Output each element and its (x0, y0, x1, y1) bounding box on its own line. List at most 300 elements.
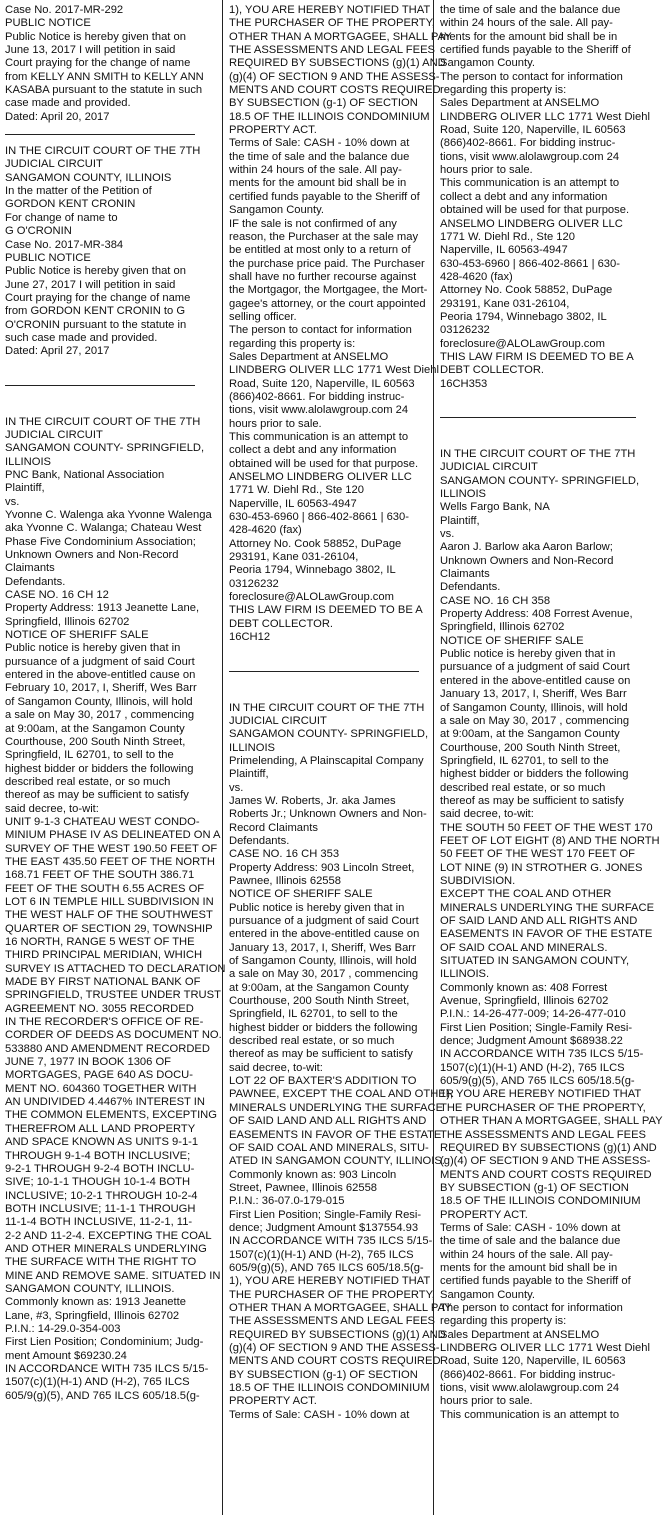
notice-line: IN THE CIRCUIT COURT OF THE 7TH (5, 145, 201, 158)
notice-line: 16 NORTH, RANGE 5 WEST OF THE (5, 936, 195, 948)
notice-line: Property Address: 408 Forrest Avenue, (440, 608, 633, 621)
notice-line: 11-1-4 BOTH INCLUSIVE, 11-2-1, 11- (5, 1216, 193, 1229)
notice-sheriff-sale-16ch358 (440, 447, 663, 1422)
notice-line: 428-4620 (fax) (229, 524, 302, 537)
notice-line: MENT NO. 604360 TOGETHER WITH (5, 1082, 197, 1095)
notice-line: LOT NINE (9) IN STROTHER G. JONES (440, 861, 643, 874)
notice-line: LINDBERG OLIVER LLC 1771 West Diehl (229, 364, 439, 377)
notice-line: hours prior to sale. (440, 164, 533, 177)
notice-line: the time of sale and the balance due (229, 150, 410, 163)
notice-line: G O'CRONIN (5, 225, 72, 238)
notice-line: 605/9(g)(5), AND 765 ILCS 605/18.5(g- (5, 1389, 200, 1402)
notice-line: OF SAID LAND AND ALL RIGHTS AND (440, 915, 638, 927)
notice-line: 293191, Kane 031-26104, (229, 551, 359, 564)
notice-line: FEET OF LOT EIGHT (8) AND THE NORTH (440, 834, 660, 847)
notice-line: Claimants (440, 568, 490, 581)
notice-line: case made and provided. (5, 97, 131, 110)
notice-line: regarding this property is: (440, 1315, 567, 1328)
notice-divider (5, 134, 195, 135)
notice-line: Sales Department at ANSELMO (440, 1328, 600, 1341)
notice-line: ILLINOIS. (440, 968, 490, 981)
notice-line: foreclosure@ALOLawGroup.com (229, 591, 394, 604)
notice-line: ILLINOIS (440, 488, 487, 500)
notice-line: THROUGH 9-1-4 BOTH INCLUSIVE; (5, 1149, 191, 1162)
notice-line: Public notice is hereby given that in (229, 901, 405, 914)
notice-line: Case No. 2017-MR-384 (5, 238, 124, 251)
notice-line: THE ASSESSMENTS AND LEGAL FEES (229, 44, 435, 57)
notice-line: 16CH353 (440, 377, 488, 390)
notice-line: a sale on May 30, 2017 , commencing (229, 968, 419, 981)
notice-line: THE SURFACE WITH THE RIGHT TO (5, 1256, 197, 1269)
notice-line: ANSELMO LINDBERG OLIVER LLC (229, 471, 412, 484)
notice-line: gagee's attorney, or the court appointed (229, 297, 426, 310)
notice-line: MINE AND REMOVE SAME. SITUATED IN (5, 1269, 221, 1282)
notice-line: First Lien Position; Single-Family Resi- (229, 1208, 422, 1221)
notice-line: June 27, 2017 I will petition in said (5, 278, 176, 291)
notice-line: Defendants. (5, 575, 66, 588)
notice-line: Defendants. (440, 581, 501, 594)
notice-line: SANGAMON COUNTY, ILLINOIS (5, 171, 172, 184)
notice-line: Aaron J. Barlow aka Aaron Barlow; (440, 541, 613, 554)
notice-name-change-cronin (5, 145, 206, 359)
notice-line: dence; Judgment Amount $68938.22 (440, 1035, 623, 1048)
notice-line: IN ACCORDANCE WITH 735 ILCS 5/15- (229, 1235, 433, 1248)
notice-line: IN ACCORDANCE WITH 735 ILCS 5/15- (440, 1048, 644, 1061)
notice-line: (866)402-8661. For bidding instruc- (440, 137, 616, 150)
notice-line: the purchase price paid. The Purchaser (229, 257, 425, 270)
notice-line: PROPERTY ACT. (229, 1395, 317, 1408)
notice-line: MINIUM PHASE IV AS DELINEATED ON A (5, 829, 221, 842)
notice-line: Peoria 1794, Winnebago 3802, IL (229, 564, 396, 577)
notice-line: THE PURCHASER OF THE PROPERTY, (229, 1288, 435, 1301)
notice-line: Attorney No. Cook 58852, DuPage (440, 284, 613, 297)
notice-line: Springfield, Illinois 62702 (5, 615, 130, 628)
notice-line: OTHER THAN A MORTGAGEE, SHALL PAY (440, 1115, 663, 1128)
notice-line: Case No. 2017-MR-292 (5, 4, 124, 16)
notice-line: P.I.N.: 14-29.0-354-003 (5, 1322, 121, 1335)
notice-line: Court praying for the change of name (5, 291, 191, 304)
notice-line: 1507(c)(1)(H-1) AND (H-2), 765 ILCS (440, 1061, 625, 1074)
notice-line: Claimants (5, 562, 55, 575)
notice-line: The person to contact for information (229, 324, 412, 337)
notice-line: UNIT 9-1-3 CHATEAU WEST CONDO- (5, 815, 200, 828)
notice-line: dence; Judgment Amount $137554.93 (229, 1221, 419, 1234)
notice-line: vs. (5, 495, 20, 508)
notice-line: THE COMMON ELEMENTS, EXCEPTING (5, 1109, 217, 1122)
notice-line: LINDBERG OLIVER LLC 1771 West Diehl (440, 110, 650, 123)
notice-line: Wells Fargo Bank, NA (440, 501, 550, 514)
notice-divider (440, 417, 636, 418)
notice-line: AND OTHER MINERALS UNDERLYING (5, 1242, 207, 1255)
notice-line: O'CRONIN pursuant to the statute in (5, 318, 187, 331)
notice-line: ILLINOIS (229, 741, 276, 754)
notice-line: MADE BY FIRST NATIONAL BANK OF (5, 976, 201, 989)
notice-line: Avenue, Springfield, Illinois 62702 (440, 995, 609, 1008)
notice-line: THE PURCHASER OF THE PROPERTY, (440, 1101, 646, 1114)
notice-line: THE WEST HALF OF THE SOUTHWEST (5, 909, 213, 922)
notice-line: the Mortgagor, the Mortgagee, the Mort- (229, 284, 428, 297)
notice-line: vs. (229, 781, 244, 794)
notice-line: Road, Suite 120, Naperville, IL 60563 (440, 1355, 626, 1368)
notice-line: collect a debt and any information (229, 444, 397, 457)
notice-line: 50 FEET OF THE WEST 170 FEET OF (440, 848, 636, 861)
notice-line: (g)(4) OF SECTION 9 AND THE ASSESS- (440, 1155, 651, 1168)
notice-line: THE SOUTH 50 FEET OF THE WEST 170 (440, 821, 653, 834)
notice-line: CASE NO. 16 CH 12 (5, 589, 109, 602)
column-3 (433, 0, 663, 1515)
notice-line: Sangamon County. (440, 57, 535, 70)
notice-line: IN THE CIRCUIT COURT OF THE 7TH (229, 701, 425, 714)
notice-line: 03126232 (440, 324, 490, 337)
notice-line: PNC Bank, National Association (5, 468, 165, 481)
notice-line: Courthouse, 200 South Ninth Street, (229, 995, 410, 1008)
notice-line: KASABA pursuant to the statute in such (5, 84, 203, 97)
notice-line: INCLUSIVE; 10-2-1 THROUGH 10-2-4 (5, 1189, 198, 1202)
notice-line: BY SUBSECTION (g-1) OF SECTION (229, 1368, 418, 1381)
notice-line: thereof as may be sufficient to satisfy (440, 794, 624, 807)
notice-line: certified funds payable to the Sheriff of (440, 1275, 631, 1288)
notice-line: Property Address: 903 Lincoln Street, (229, 861, 415, 874)
notice-line: Road, Suite 120, Naperville, IL 60563 (440, 124, 626, 137)
notice-line: described real estate, or so much (5, 775, 171, 788)
notice-line: P.I.N.: 36-07.0-179-015 (229, 1195, 345, 1208)
notice-divider (229, 671, 419, 672)
notice-line: 18.5 OF THE ILLINOIS CONDOMINIUM (440, 1195, 641, 1208)
notice-line: 428-4620 (fax) (440, 270, 513, 283)
notice-line: Roberts Jr.; Unknown Owners and Non- (229, 808, 427, 821)
notice-line: 533880 AND AMENDMENT RECORDED (5, 1042, 210, 1055)
notice-line: 630-453-6960 | 866-402-8661 | 630- (440, 257, 620, 270)
notice-line: thereof as may be sufficient to satisfy (5, 789, 189, 802)
notice-line: Sangamon County. (440, 1288, 535, 1301)
notice-line: January 13, 2017, I, Sheriff, Wes Barr (440, 688, 627, 701)
notice-line: Unknown Owners and Non-Record (440, 554, 614, 567)
notice-line: THIS LAW FIRM IS DEEMED TO BE A (440, 350, 634, 363)
notice-line: NOTICE OF SHERIFF SALE (5, 629, 149, 642)
notice-line: Phase Five Condominium Association; (5, 535, 196, 548)
notice-line: Commonly known as: 408 Forrest (440, 981, 608, 994)
notice-line: IN THE CIRCUIT COURT OF THE 7TH (440, 447, 636, 460)
notice-line: BY SUBSECTION (g-1) OF SECTION (229, 97, 418, 110)
notice-line: at 9:00am, at the Sangamon County (440, 728, 620, 741)
notice-line: tions, visit www.alolawgroup.com 24 (440, 150, 620, 163)
notice-line: 2-2 AND 11-2-4. EXCEPTING THE COAL (5, 1229, 212, 1242)
notice-line: Naperville, IL 60563-4947 (440, 244, 568, 257)
notice-line: DEBT COLLECTOR. (440, 364, 545, 377)
notice-sheriff-sale-16ch12 (5, 415, 226, 1403)
notice-line: P.I.N.: 14-26-477-009; 14-26-477-010 (440, 1008, 626, 1021)
notice-line: EASEMENTS IN FAVOR OF THE ESTATE (440, 928, 653, 941)
notice-line: For change of name to (5, 211, 118, 224)
notice-line: NOTICE OF SHERIFF SALE (440, 634, 584, 647)
notice-line: PUBLIC NOTICE (5, 251, 91, 264)
notice-line: IF the sale is not confirmed of any (229, 217, 397, 230)
notice-line: SUBDIVISION. (440, 874, 516, 887)
notice-line: MENTS AND COURT COSTS REQUIRED (440, 1168, 652, 1181)
notice-line: be entitled at most only to a return of (229, 244, 411, 257)
notice-line: 605/9(g)(5), AND 765 ILCS 605/18.5(g- (440, 1075, 635, 1088)
notice-line: SANGAMON COUNTY- SPRINGFIELD, (440, 474, 640, 487)
notice-line: vs. (440, 528, 455, 541)
notice-line: First Lien Position; Condominium; Judg- (5, 1336, 204, 1349)
notice-line: Record Claimants (229, 821, 318, 834)
notice-line: MORTGAGES, PAGE 640 AS DOCU- (5, 1069, 193, 1082)
notice-line: obtained will be used for that purpose. (440, 204, 630, 217)
notice-line: 1), YOU ARE HEREBY NOTIFIED THAT (229, 4, 431, 16)
notice-line: SIVE; 10-1-1 THOUGH 10-1-4 BOTH (5, 1176, 191, 1189)
notice-line: ATED IN SANGAMON COUNTY, ILLINOIS. (229, 1155, 445, 1168)
notice-line: JUDICIAL CIRCUIT (229, 714, 327, 727)
notice-line: June 13, 2017 I will petition in said (5, 44, 176, 57)
notice-line: AN UNDIVIDED 4.4467% INTEREST IN (5, 1096, 205, 1109)
notice-line: This communication is an attempt to (440, 1408, 620, 1421)
notice-line: of Sangamon County, Illinois, will hold (440, 701, 628, 714)
notice-line: 293191, Kane 031-26104, (440, 297, 570, 310)
notice-line: Naperville, IL 60563-4947 (229, 497, 357, 510)
notice-line: hours prior to sale. (229, 417, 322, 430)
notice-line: ANSELMO LINDBERG OLIVER LLC (440, 217, 623, 230)
notice-line: NOTICE OF SHERIFF SALE (229, 888, 373, 901)
notice-line: Plaintiff, (5, 482, 45, 495)
notice-line: SANGAMON COUNTY- SPRINGFIELD, (229, 728, 429, 741)
notice-line: hours prior to sale. (440, 1395, 533, 1408)
notice-line: regarding this property is: (229, 337, 356, 350)
notice-line: Dated: April 27, 2017 (5, 345, 110, 358)
notice-line: (g)(4) OF SECTION 9 AND THE ASSESS- (229, 1342, 440, 1354)
notice-line: THIRD PRINCIPAL MERIDIAN, WHICH (5, 949, 203, 962)
notice-line: The person to contact for information (440, 1301, 623, 1314)
notice-line: PUBLIC NOTICE (5, 17, 91, 30)
notice-line: Public Notice is hereby given that on (5, 265, 186, 278)
notice-line: entered in the above-entitled cause on (440, 674, 631, 687)
notice-line: OF SAID COAL AND MINERALS, SITU- (229, 1141, 429, 1154)
notice-line: entered in the above-entitled cause on (229, 928, 420, 941)
column-2 (222, 0, 454, 1515)
notice-line: LINDBERG OLIVER LLC 1771 West Diehl (440, 1342, 650, 1354)
notice-line: REQUIRED BY SUBSECTIONS (g)(1) AND (229, 57, 446, 70)
notice-line: reason, the Purchaser at the sale may (229, 230, 419, 243)
notice-line: 1507(c)(1)(H-1) AND (H-2), 765 ILCS (229, 1248, 414, 1261)
notice-line: First Lien Position; Single-Family Resi- (440, 1021, 633, 1034)
notice-line: February 10, 2017, I, Sheriff, Wes Barr (5, 682, 197, 695)
notice-line: OF SAID LAND AND ALL RIGHTS AND (229, 1115, 427, 1128)
notice-line: ments for the amount bid shall be in (440, 1261, 618, 1274)
notice-line: LOT 6 IN TEMPLE HILL SUBDIVISION IN (5, 895, 214, 908)
notice-line: 168.71 FEET OF THE SOUTH 386.71 (5, 869, 195, 882)
notice-line: foreclosure@ALOLawGroup.com (440, 337, 605, 350)
notice-line: (g)(4) OF SECTION 9 AND THE ASSESS- (229, 70, 440, 83)
notice-line: regarding this property is: (440, 84, 567, 97)
notice-line: Springfield, IL 62701, to sell to the (440, 754, 609, 767)
notice-line: SANGAMON COUNTY- SPRINGFIELD, (5, 442, 205, 455)
notice-line: Pawnee, Illinois 62558 (229, 874, 341, 887)
notice-line: ILLINOIS (5, 455, 52, 468)
notice-line: Terms of Sale: CASH - 10% down at (440, 1221, 621, 1234)
notice-line: Yvonne C. Walenga aka Yvonne Walenga (5, 509, 212, 521)
notice-line: DEBT COLLECTOR. (229, 617, 334, 630)
notice-line: of Sangamon County, Illinois, will hold (229, 955, 417, 968)
notice-line: described real estate, or so much (229, 1035, 395, 1048)
notice-line: FEET OF THE SOUTH 6.55 ACRES OF (5, 882, 205, 895)
notice-sheriff-sale-16ch353 (229, 701, 454, 1423)
notice-line: said decree, to-wit: (440, 808, 534, 821)
notice-line: Attorney No. Cook 58852, DuPage (229, 537, 402, 550)
notice-line: thereof as may be sufficient to satisfy (229, 1048, 413, 1061)
notice-line: SITUATED IN SANGAMON COUNTY, (440, 955, 630, 968)
notice-line: the time of sale and the balance due (440, 1235, 621, 1248)
notice-line: JUDICIAL CIRCUIT (440, 461, 538, 474)
notice-line: highest bidder or bidders the following (440, 768, 629, 781)
notice-line: 630-453-6960 | 866-402-8661 | 630- (229, 511, 409, 524)
notice-line: AGREEMENT NO. 3055 RECORDED (5, 1002, 194, 1015)
notice-line: 1507(c)(1)(H-1) AND (H-2), 765 ILCS (5, 1376, 190, 1389)
notice-line: entered in the above-entitled cause on (5, 669, 196, 682)
notice-line: THE ASSESSMENTS AND LEGAL FEES (440, 1128, 646, 1141)
notice-line: described real estate, or so much (440, 781, 606, 794)
notice-line: MENTS AND COURT COSTS REQUIRED (229, 1355, 441, 1368)
notice-line: ment Amount $69230.24 (5, 1349, 127, 1362)
notice-line: THE ASSESSMENTS AND LEGAL FEES (229, 1315, 435, 1328)
notice-line: THE EAST 435.50 FEET OF THE NORTH (5, 855, 215, 868)
notice-sheriff-sale-16ch353-continued (440, 4, 650, 391)
notice-line: James W. Roberts, Jr. aka James (229, 794, 396, 807)
notice-line: Peoria 1794, Winnebago 3802, IL (440, 310, 607, 323)
notice-line: Property Address: 1913 Jeanette Lane, (5, 602, 200, 615)
notice-line: PAWNEE, EXCEPT THE COAL AND OTHER (229, 1088, 454, 1101)
notice-line: 18.5 OF THE ILLINOIS CONDOMINIUM (229, 110, 430, 123)
notice-line: said decree, to-wit: (229, 1061, 323, 1074)
notice-line: tions, visit www.alolawgroup.com 24 (229, 404, 409, 417)
notice-line: Road, Suite 120, Naperville, IL 60563 (229, 377, 415, 390)
notice-line: EASEMENTS IN FAVOR OF THE ESTATE (229, 1128, 442, 1141)
notice-line: IN ACCORDANCE WITH 735 ILCS 5/15- (5, 1363, 209, 1375)
notice-line: Lane, #3, Springfield, Illinois 62702 (5, 1309, 180, 1322)
notice-line: REQUIRED BY SUBSECTIONS (g)(1) AND (229, 1328, 446, 1341)
notice-line: PROPERTY ACT. (229, 124, 317, 137)
notice-line: Springfield, IL 62701, to sell to the (229, 1008, 398, 1021)
notice-line: SANGAMON COUNTY, ILLINOIS. (5, 1282, 175, 1295)
notice-line: THIS LAW FIRM IS DEEMED TO BE A (229, 604, 423, 617)
notice-line: SPRINGFIELD, TRUSTEE UNDER TRUST (5, 989, 221, 1002)
notice-line: within 24 hours of the sale. All pay- (440, 17, 613, 30)
notice-line: Sales Department at ANSELMO (229, 350, 389, 363)
notice-line: ments for the amount bid shall be in (440, 30, 618, 43)
notice-line: (866)402-8661. For bidding instruc- (440, 1368, 616, 1381)
notice-line: OTHER THAN A MORTGAGEE, SHALL PAY (229, 1301, 452, 1314)
notice-line: certified funds payable to the Sheriff of (440, 44, 631, 57)
notice-line: PROPERTY ACT. (440, 1208, 528, 1221)
notice-line: SURVEY OF THE WEST 190.50 FEET OF (5, 842, 218, 855)
notice-line: THEREFROM ALL LAND PROPERTY (5, 1122, 196, 1135)
notice-line: said decree, to-wit: (5, 802, 99, 815)
notice-line: QUARTER OF SECTION 29, TOWNSHIP (5, 922, 213, 935)
notice-name-change-smith (5, 4, 206, 124)
notice-line: from KELLY ANN SMITH to KELLY ANN (5, 70, 204, 83)
notice-line: OF SAID COAL AND MINERALS. (440, 941, 608, 954)
notice-line: BY SUBSECTION (g-1) OF SECTION (440, 1181, 629, 1194)
notice-line: Sangamon County. (229, 204, 324, 217)
notice-line: Plaintiff, (440, 514, 480, 527)
notice-line: at 9:00am, at the Sangamon County (5, 722, 185, 735)
notice-line: Primelending, A Plainscapital Company (229, 754, 424, 767)
notice-line: In the matter of the Petition of (5, 185, 152, 198)
notice-line: 1), YOU ARE HEREBY NOTIFIED THAT (229, 1275, 431, 1288)
notice-line: The person to contact for information (440, 70, 623, 83)
notice-line: 18.5 OF THE ILLINOIS CONDOMINIUM (229, 1382, 430, 1395)
notice-line: OTHER THAN A MORTGAGEE, SHALL PAY (229, 30, 452, 43)
notice-line: 1), YOU ARE HEREBY NOTIFIED THAT (440, 1088, 642, 1101)
notice-line: Commonly known as: 1913 Jeanette (5, 1296, 186, 1309)
notice-line: (866)402-8661. For bidding instruc- (229, 390, 405, 403)
notice-line: Springfield, IL 62701, to sell to the (5, 749, 174, 762)
notice-line: within 24 hours of the sale. All pay- (440, 1248, 613, 1261)
notice-line: JUDICIAL CIRCUIT (5, 158, 103, 171)
notice-line: January 13, 2017, I, Sheriff, Wes Barr (229, 941, 416, 954)
notice-line: shall have no further recourse against (229, 270, 417, 283)
notice-line: pursuance of a judgment of said Court (440, 661, 630, 674)
notice-divider (5, 385, 195, 386)
notice-line: a sale on May 30, 2017 , commencing (440, 714, 630, 727)
notice-line: SURVEY IS ATTACHED TO DECLARATION (5, 962, 226, 975)
notice-line: 605/9(g)(5), AND 765 ILCS 605/18.5(g- (229, 1261, 424, 1274)
notice-line: highest bidder or bidders the following (229, 1021, 418, 1034)
notice-line: 1771 W. Diehl Rd., Ste 120 (229, 484, 364, 497)
notice-line: pursuance of a judgment of said Court (5, 655, 195, 668)
notice-line: Sales Department at ANSELMO (440, 97, 600, 110)
notice-line: 16CH12 (229, 631, 271, 644)
notice-line: Springfield, Illinois 62702 (440, 621, 565, 634)
notice-line: Court praying for the change of name (5, 57, 191, 70)
notice-line: Street, Pawnee, Illinois 62558 (229, 1181, 378, 1194)
notice-line: CASE NO. 16 CH 353 (229, 848, 340, 861)
notice-line: such case made and provided. (5, 331, 158, 344)
notice-line: AND SPACE KNOWN AS UNITS 9-1-1 (5, 1136, 199, 1149)
notice-line: JUNE 7, 1977 IN BOOK 1306 OF (5, 1056, 172, 1069)
notice-line: MINERALS UNDERLYING THE SURFACE (229, 1101, 444, 1114)
notice-line: Defendants. (229, 834, 290, 847)
notice-line: a sale on May 30, 2017 , commencing (5, 709, 195, 722)
notice-line: ments for the amount bid shall be in (229, 177, 407, 190)
notice-line: THE PURCHASER OF THE PROPERTY, (229, 17, 435, 30)
notice-line: MINERALS UNDERLYING THE SURFACE (440, 901, 655, 914)
notice-line: from GORDON KENT CRONIN to G (5, 305, 186, 318)
notice-line: highest bidder or bidders the following (5, 762, 194, 775)
notice-line: Public Notice is hereby given that on (5, 30, 186, 43)
notice-line: Public notice is hereby given that in (5, 642, 181, 655)
notice-line: MENTS AND COURT COSTS REQUIRED (229, 84, 441, 97)
notice-line: 9-2-1 THROUGH 9-2-4 BOTH INCLU- (5, 1162, 195, 1175)
notice-line: Plaintiff, (229, 768, 269, 781)
notice-line: REQUIRED BY SUBSECTIONS (g)(1) AND (440, 1141, 657, 1154)
notice-line: certified funds payable to the Sheriff of (229, 190, 420, 203)
notice-line: Terms of Sale: CASH - 10% down at (229, 1408, 410, 1421)
notice-line: IN THE CIRCUIT COURT OF THE 7TH (5, 415, 201, 428)
notice-line: tions, visit www.alolawgroup.com 24 (440, 1382, 620, 1395)
column-1 (5, 4, 226, 1403)
notice-line: CASE NO. 16 CH 358 (440, 594, 551, 607)
notice-line: JUDICIAL CIRCUIT (5, 428, 103, 441)
notice-line: collect a debt and any information (440, 190, 608, 203)
notice-line: aka Yvonne C. Walanga; Chateau West (5, 522, 202, 535)
notice-line: pursuance of a judgment of said Court (229, 915, 419, 927)
notice-line: obtained will be used for that purpose. (229, 457, 419, 470)
notice-line: Unknown Owners and Non-Record (5, 549, 179, 562)
notice-line: LOT 22 OF BAXTER'S ADDITION TO (229, 1075, 417, 1088)
notice-line: Commonly known as: 903 Lincoln (229, 1168, 397, 1181)
notice-line: selling officer. (229, 310, 297, 323)
notice-line: This communication is an attempt to (229, 431, 409, 443)
notice-line: CORDER OF DEEDS AS DOCUMENT NO. (5, 1029, 222, 1042)
